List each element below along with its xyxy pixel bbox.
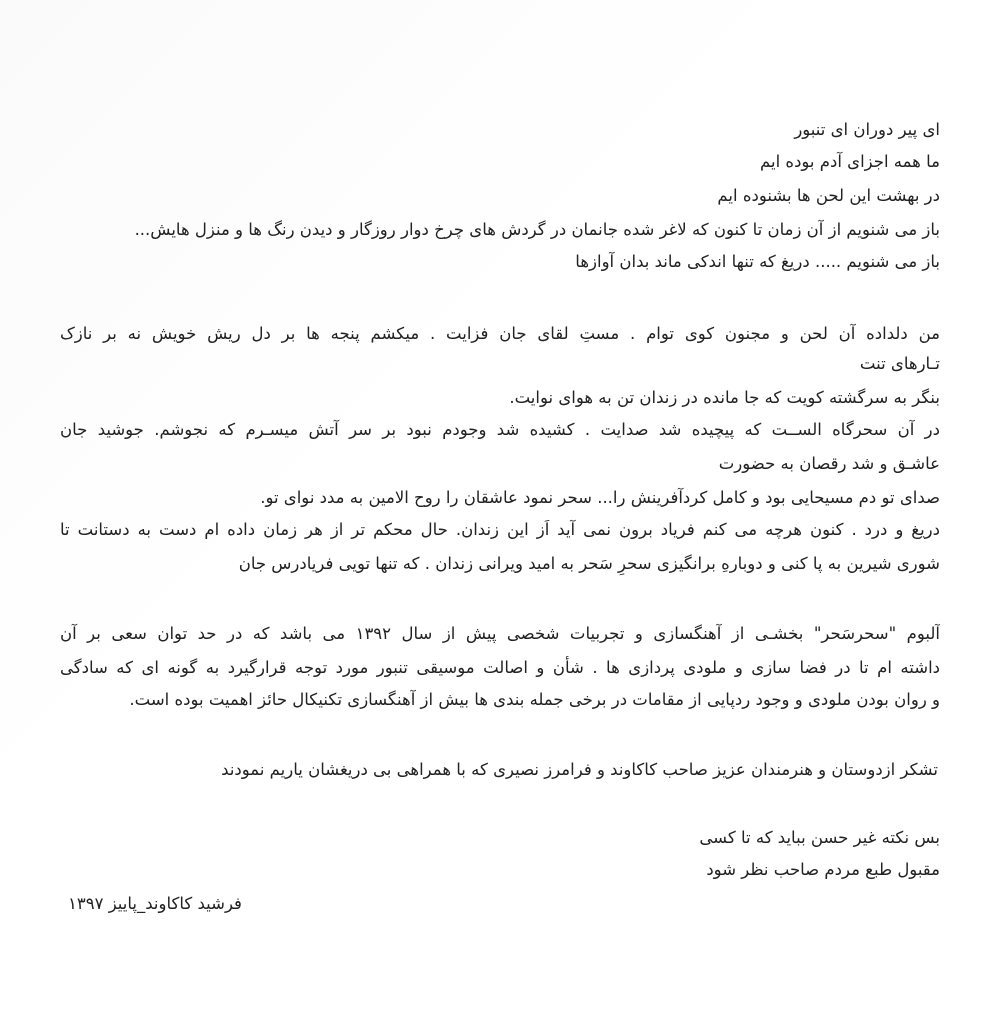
text-block <box>60 0 940 1032</box>
poem-line-1: ای پیر دوران ای تنبور <box>794 120 940 139</box>
prose-line-6: صدای تو دم مسیحایی بود و کامل کردآفرینش را... سحر نمود عاشقان را روح الامین به مدد نوای تو. <box>260 488 940 507</box>
prose-line-5: عاشـق و شد رقصان به حضورت <box>718 454 940 473</box>
thanks-line: تشکر ازدوستان و هنرمندان عزیز صاحب کاکاوند و فرامرز نصیری که با همراهی بی دریغشان یاریم نمودند <box>221 760 938 779</box>
signature: فرشید کاکاوند_پاییز ۱۳۹۷ <box>68 894 242 913</box>
poem-line-5: باز می شنویم ..... دریغ که تنها اندکی ماند بدان آوازها <box>575 252 940 271</box>
prose-line-7: دریغ و درد . کنون هرچه می کنم فریاد برون نمی آید اَز این زندان. حال محکم تر از هر زمان داده ام دست به دستانت تا <box>60 520 940 539</box>
poem-line-3: در بهشت این لحن ها بشنوده ایم <box>717 186 940 205</box>
prose-line-3: بنگر به سرگشته کویت که جا مانده در زندان تن به هوای نوایت. <box>509 388 940 407</box>
album-line-1: آلبوم "سحرسَحر" بخشـی از آهنگسازی و تجربیات شخصی پیش از سال ۱۳۹۲ می باشد که در حد توان سعی بر آن <box>60 624 940 643</box>
prose-line-8: شوری شیرین به پا کنی و دوبارهِ برانگیزی سحرِ سَحر به امید ویرانی زندان . که تنها تویی فریادرس جان <box>238 554 940 573</box>
verse-line-1: بس نکته غیر حسن بباید که تا کسی <box>699 828 940 847</box>
prose-line-4: در آن سحرگاه الســت که پیچیده شد صدایت . کشیده شد وجودم نبود بر سر آتش میسـرم که نجوشم. جوشید جان <box>60 420 940 439</box>
prose-line-1: من دلداده آن لحن و مجنون کوی توام . مستِ لقای جان فزایت . میکشم پنجه ها بر دل ریش خویش نه بر نازک <box>60 324 940 343</box>
prose-line-2: تـارهای تنت <box>859 354 940 373</box>
album-line-3: و روان بودن ملودی و وجود ردپایی از مقامات در برخی جمله بندی ها بیش از آهنگسازی تکنیکال حائز اهمیت بوده است. <box>129 690 940 709</box>
verse-line-2: مقبول طبع مردم صاحب نظر شود <box>706 860 940 879</box>
poem-line-4: باز می شنویم از آن زمان تا کنون که لاغر شده جانمان در گردش های چرخ دوار روزگار و دیدن رنگ ها و منزل هایش... <box>134 220 940 239</box>
album-line-2: داشته ام تا در فضا سازی و ملودی پردازی ها . شأن و اصالت موسیقی تنبور مورد توجه قرارگیرد به گونه ای که سادگی <box>60 658 940 677</box>
poem-line-2: ما همه اجزای آدم بوده ایم <box>760 152 940 171</box>
